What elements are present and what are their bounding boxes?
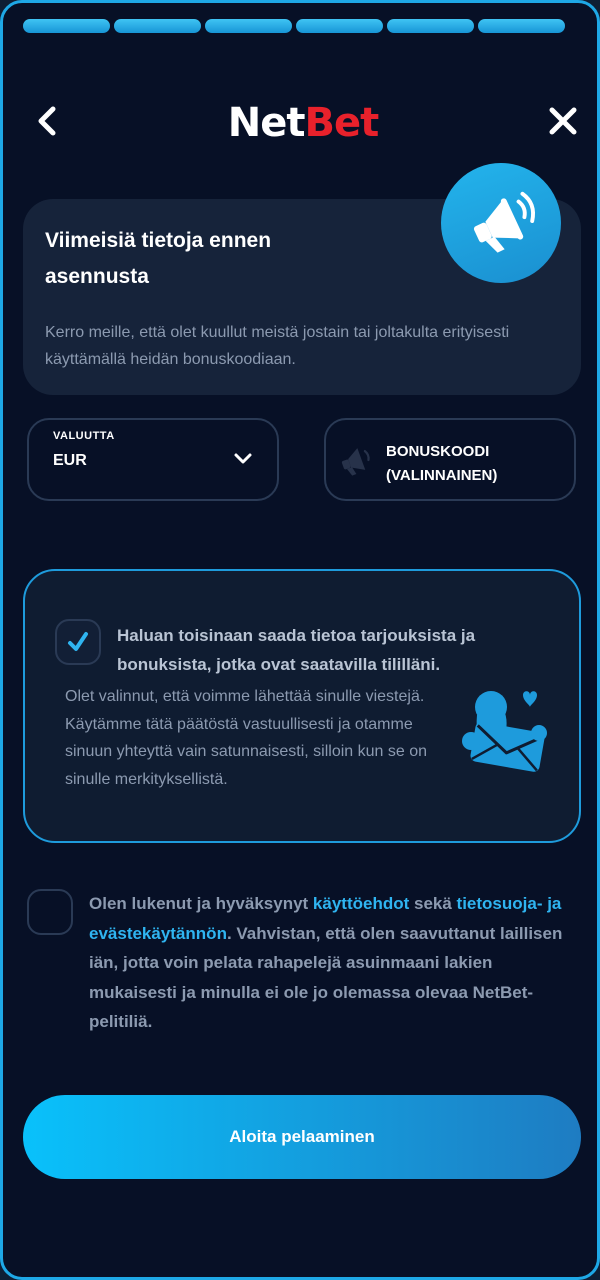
progress-segment: [478, 19, 565, 33]
close-icon: [548, 106, 578, 136]
logo-net: Net: [227, 100, 305, 146]
terms-text-part: sekä: [409, 894, 457, 913]
megaphone-badge: [441, 163, 561, 283]
terms-text: [89, 889, 569, 1037]
marketing-consent-body: Olet valinnut, että voimme lähettää sinulle viestejä. Käytämme tätä päätöstä vastuullisesti ja otamme sinuun yhteyttä vain satunnaisesti, silloin kun se on sinulle merkityksellistä.: [65, 688, 427, 788]
marketing-consent-heading: Haluan toisinaan saada tietoa tarjouksista ja bonuksista, jotka ovat saatavilla tililläni.: [117, 626, 476, 674]
logo-bet: Bet: [304, 100, 379, 146]
terms-of-use-link[interactable]: käyttöehdot: [312, 894, 410, 913]
megaphone-icon: [338, 444, 374, 476]
terms-text-part: Olen lukenut ja hyväksynyt: [89, 894, 313, 913]
close-button[interactable]: [545, 103, 581, 139]
currency-label: VALUUTTA: [53, 430, 115, 442]
progress-segment: [296, 19, 383, 33]
marketing-consent-card: [23, 569, 581, 843]
bonus-code-label: BONUSKOODI (VALINNAINEN): [386, 443, 498, 484]
back-button[interactable]: [29, 103, 65, 139]
start-playing-button[interactable]: [23, 1095, 581, 1179]
progress-segment: [387, 19, 474, 33]
currency-value: EUR: [53, 452, 87, 469]
marketing-consent-checkbox[interactable]: [55, 619, 101, 665]
start-playing-label: Aloita pelaaminen: [229, 1127, 375, 1146]
progress-segment: [205, 19, 292, 33]
info-card-title: Viimeisiä tietoja ennen asennusta: [45, 229, 272, 288]
terms-text-part: . Vahvistan, että olen saavuttanut laillisen iän, jotta voin pelata rahapelejä asuinmaani lakien mukaisesti ja minulla ei ole jo olemassa olevaa NetBet-pelitiliä.: [89, 923, 563, 1031]
love-letter-icon: [453, 679, 553, 779]
chevron-down-icon: [233, 448, 253, 468]
progress-segment: [114, 19, 201, 33]
progress-segment: [23, 19, 110, 33]
bonus-code-field[interactable]: [324, 418, 576, 501]
checkmark-icon: [65, 629, 91, 655]
currency-select[interactable]: [27, 418, 279, 501]
megaphone-icon: [462, 184, 540, 262]
chevron-left-icon: [35, 106, 59, 136]
privacy-policy-link[interactable]: tietosuoja- ja evästekäytännön: [89, 894, 562, 943]
step-progress-bar: [23, 19, 565, 37]
netbet-logo: [203, 97, 403, 149]
terms-checkbox[interactable]: [27, 889, 73, 935]
info-card-text: Kerro meille, että olet kuullut meistä jostain tai joltakulta erityisesti käyttämällä heidän bonuskoodiaan.: [45, 324, 510, 368]
